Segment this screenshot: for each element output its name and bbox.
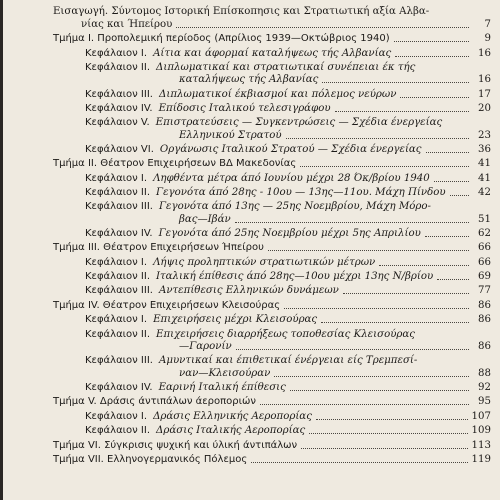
chapter-label: Κεφάλαιον IV. — [85, 102, 153, 114]
dot-leader — [235, 222, 469, 223]
section-title: Τμήμα V. Δράσις άντιπάλων άεροποριών — [53, 396, 256, 408]
toc-entry-first-line — [85, 355, 417, 367]
page-number: 9 — [484, 32, 491, 44]
chapter-heading — [85, 201, 431, 213]
toc-chapter-entry — [179, 341, 491, 353]
dot-leader — [316, 419, 468, 420]
dot-leader — [286, 138, 469, 139]
chapter-title: Γεγονότα άπό 28ης - 10ου — 13ης—11ου. Μάχη Πίνδου — [156, 187, 446, 198]
page-number: 20 — [478, 102, 491, 114]
page-number: 77 — [478, 285, 491, 297]
page-number: 51 — [478, 213, 491, 225]
chapter-label: Κεφάλαιον Ι. — [85, 47, 148, 59]
chapter-title: Αίτια και άφορμαί καταλήψεως τής Αλβανίας — [153, 47, 392, 59]
dot-leader — [236, 349, 469, 350]
section-title: Τμήμα ΙΙ. Θέατρον Επιχειρήσεων ΒΔ Μακεδονίας — [53, 158, 297, 169]
page-number: 16 — [478, 47, 491, 59]
dot-leader — [450, 195, 469, 196]
page-number: 92 — [478, 382, 491, 394]
chapter-label: Κεφάλαιον Ι. — [85, 172, 148, 184]
toc-entry-first-line — [85, 117, 442, 129]
chapter-title: Επιχειρήσεις μέχρι Κλεισούρας — [153, 314, 318, 326]
chapter-title: Ιταλική έπίθεσις άπό 28ης—10ου μέχρι 13ης Ν/βρίου — [156, 271, 434, 283]
chapter-label: Κεφάλαιον ΙΙ. — [85, 271, 151, 283]
chapter-title: Διπλωματικοί έκβιασμοί και πόλεμος νεύρων — [158, 88, 397, 100]
section-title: Τμήμα ΙΙΙ. Θέατρον Επιχειρήσεων Ήπείρου — [53, 242, 264, 254]
toc-chapter-entry — [85, 271, 491, 283]
chapter-title: Γεγονότα άπό 13ης — 25ης Νοεμβρίου, Μάχη Μόρο- — [158, 201, 431, 213]
chapter-heading — [85, 425, 305, 437]
page-number: 113 — [471, 439, 491, 451]
toc-chapter-entry — [85, 144, 491, 156]
page-number: 66 — [478, 257, 491, 268]
dot-leader — [268, 250, 469, 251]
page-number: 95 — [478, 396, 491, 408]
dot-leader — [290, 390, 469, 391]
page-number: 69 — [478, 271, 491, 283]
chapter-heading — [85, 411, 312, 423]
dot-leader — [379, 265, 469, 266]
chapter-title: Ληφθέντα μέτρα άπό Ιουνίου μέχρι 28 Όκ/βρίου 1940 — [153, 172, 430, 184]
toc-entry-continuation: Ελληνικού Στρατού — [179, 129, 282, 141]
chapter-label: Κεφάλαιον ΙΙ. — [85, 61, 151, 73]
toc-chapter-entry — [85, 187, 491, 199]
chapter-heading — [85, 257, 375, 269]
chapter-label: Κεφάλαιον V. — [85, 117, 150, 128]
toc-entry-continuation: ναν—Κλεισούραν — [179, 368, 271, 379]
dot-leader — [343, 293, 469, 294]
dot-leader — [434, 181, 469, 182]
toc-chapter-entry — [179, 368, 491, 380]
chapter-heading — [85, 144, 422, 156]
toc-entry-continuation: —Γαρονίν — [179, 341, 232, 353]
chapter-title: Εαρινή Ιταλική έπίθεσις — [158, 382, 286, 394]
dot-leader — [322, 82, 469, 83]
page-number: 88 — [478, 368, 491, 379]
toc-chapter-entry — [179, 130, 491, 142]
chapter-label: Κεφάλαιον IV. — [85, 382, 153, 394]
chapter-label: Κεφάλαιον IV. — [85, 228, 153, 239]
toc-chapter-entry — [85, 89, 491, 101]
toc-chapter-entry — [179, 214, 491, 226]
chapter-label: Κεφάλαιον ΙΙΙ. — [85, 88, 153, 100]
chapter-label: Κεφάλαιον VI. — [85, 143, 154, 155]
dot-leader — [400, 97, 469, 98]
toc-entry-first-line — [85, 201, 431, 213]
chapter-label: Κεφάλαιον Ι. — [85, 314, 148, 326]
section-title: Τμήμα Ι. Προπολεμική περίοδος (Απρίλιος 1939—Οκτώβριος 1940) — [53, 32, 390, 44]
dot-leader — [309, 433, 467, 434]
chapter-heading — [85, 285, 339, 297]
toc-chapter-entry — [179, 74, 491, 86]
chapter-label: Κεφάλαιον ΙΙΙ. — [85, 285, 153, 297]
dot-leader — [274, 376, 469, 377]
toc-section-entry — [53, 454, 491, 466]
toc-entry-first-line — [85, 62, 415, 74]
dot-leader — [335, 111, 469, 112]
dot-leader — [321, 322, 469, 323]
toc-chapter-entry — [85, 48, 491, 60]
toc-section-entry — [53, 300, 491, 312]
page-number: 62 — [478, 228, 491, 239]
page-number: 41 — [478, 172, 491, 184]
intro-title: Εισαγωγή. Σύντομος Ιστορική Επίσκοπησις και Στρατιωτική αξία Αλβα- — [53, 6, 430, 17]
toc-section-entry — [53, 33, 491, 45]
chapter-label: Κεφάλαιον ΙΙ. — [85, 328, 151, 340]
page-number: 17 — [478, 88, 491, 100]
chapter-heading — [85, 48, 391, 60]
toc-chapter-entry — [85, 173, 491, 185]
section-title: Τμήμα VI. Σύγκρισις ψυχική και ύλική άντιπάλων — [53, 439, 298, 451]
dot-leader — [425, 236, 469, 237]
dot-leader — [260, 404, 469, 405]
chapter-heading — [85, 187, 446, 199]
dot-leader — [176, 27, 469, 28]
toc-chapter-entry — [85, 382, 491, 394]
chapter-title: Δράσις Ιταλικής Αεροπορίας — [156, 425, 306, 437]
chapter-heading — [85, 89, 396, 101]
chapter-title: Γεγονότα άπό 25ης Νοεμβρίου μέχρι 5ης Απριλίου — [158, 228, 421, 239]
chapter-heading — [85, 382, 286, 394]
dot-leader — [395, 56, 469, 57]
chapter-label: Κεφάλαιον Ι. — [85, 257, 148, 268]
chapter-title: Δράσις Ελληνικής Αεροπορίας — [153, 411, 312, 423]
toc-section-entry — [53, 242, 491, 254]
page-number: 42 — [478, 187, 491, 198]
page-number: 36 — [478, 143, 491, 155]
page-number: 86 — [478, 314, 491, 326]
toc-chapter-entry — [85, 425, 491, 437]
toc-entry-continuation: βας—Ιβάν — [179, 213, 231, 225]
chapter-label: Κεφάλαιον ΙΙΙ. — [85, 355, 153, 367]
toc-chapter-entry — [85, 411, 491, 423]
toc-section-entry — [53, 158, 491, 170]
page-number: 86 — [478, 299, 491, 311]
toc-intro-entry — [81, 19, 491, 31]
chapter-label: Κεφάλαιον ΙΙ. — [85, 187, 151, 198]
dot-leader — [394, 41, 469, 42]
toc-chapter-entry — [85, 285, 491, 297]
dot-leader — [300, 166, 469, 167]
dot-leader — [284, 308, 469, 309]
chapter-title: Οργάνωσις Ιταλικού Στρατού — Σχέδια ένεργείας — [159, 143, 422, 155]
chapter-heading — [85, 103, 331, 115]
chapter-label: Κεφάλαιον Ι. — [85, 411, 148, 423]
toc-chapter-entry — [85, 103, 491, 115]
chapter-heading — [85, 62, 415, 74]
chapter-label: Κεφάλαιον ΙΙ. — [85, 425, 151, 437]
section-title: Τμήμα VII. Ελληνογερμανικός Πόλεμος — [53, 454, 248, 466]
page-number: 109 — [471, 425, 491, 437]
page-number: 7 — [484, 18, 491, 30]
section-title: Τμήμα IV. Θέατρον Επιχειρήσεων Κλεισούρας — [53, 299, 281, 311]
dot-leader — [426, 152, 469, 153]
chapter-title: Επιστρατεύσεις — Συγκεντρώσεις — Σχέδια ένεργείας — [155, 117, 443, 128]
dot-leader — [251, 462, 467, 463]
page-number: 66 — [478, 242, 491, 254]
toc-entry-continuation: καταλήψεως τής Αλβανίας — [179, 74, 319, 86]
toc-entry-first-line — [53, 6, 429, 18]
toc-chapter-entry — [85, 257, 491, 269]
chapter-heading — [85, 173, 430, 185]
toc-chapter-entry — [85, 314, 491, 326]
chapter-title: Διπλωματικαί και στρατιωτικαί συνέπειαι έκ τής — [156, 61, 416, 73]
page-number: 16 — [478, 74, 491, 86]
page-number: 41 — [478, 158, 491, 169]
chapter-title: Αμυντικαί και έπιθετικαί ένέργειαι είς Τρεμπεσί- — [158, 355, 418, 367]
chapter-title: Αντεπίθεσις Ελληνικών δυνάμεων — [158, 285, 339, 297]
page-number: 23 — [478, 129, 491, 141]
table-of-contents — [3, 0, 500, 500]
toc-chapter-entry — [85, 228, 491, 240]
dot-leader — [437, 279, 469, 280]
chapter-heading — [85, 355, 417, 367]
chapter-heading — [85, 329, 415, 341]
chapter-heading — [85, 117, 442, 129]
dot-leader — [301, 448, 467, 449]
chapter-title: Επίδοσις Ιταλικού τελεσιγράφου — [158, 102, 331, 114]
page-number: 119 — [471, 454, 491, 466]
toc-entry-first-line — [85, 329, 415, 341]
chapter-title: Επιχειρήσεις διαρρήξεως τοποθεσίας Κλεισούρας — [156, 328, 416, 340]
chapter-title: Λήψις προληπτικών στρατιωτικών μέτρων — [153, 257, 376, 268]
chapter-heading — [85, 271, 433, 283]
toc-section-entry — [53, 440, 491, 452]
toc-entry-continuation: νίας και Ήπείρου — [81, 18, 173, 30]
toc-section-entry — [53, 396, 491, 408]
chapter-heading — [85, 314, 317, 326]
page-number: 107 — [471, 411, 491, 423]
page-number: 86 — [478, 341, 491, 353]
chapter-heading — [85, 228, 421, 240]
chapter-label: Κεφάλαιον ΙΙΙ. — [85, 201, 153, 213]
